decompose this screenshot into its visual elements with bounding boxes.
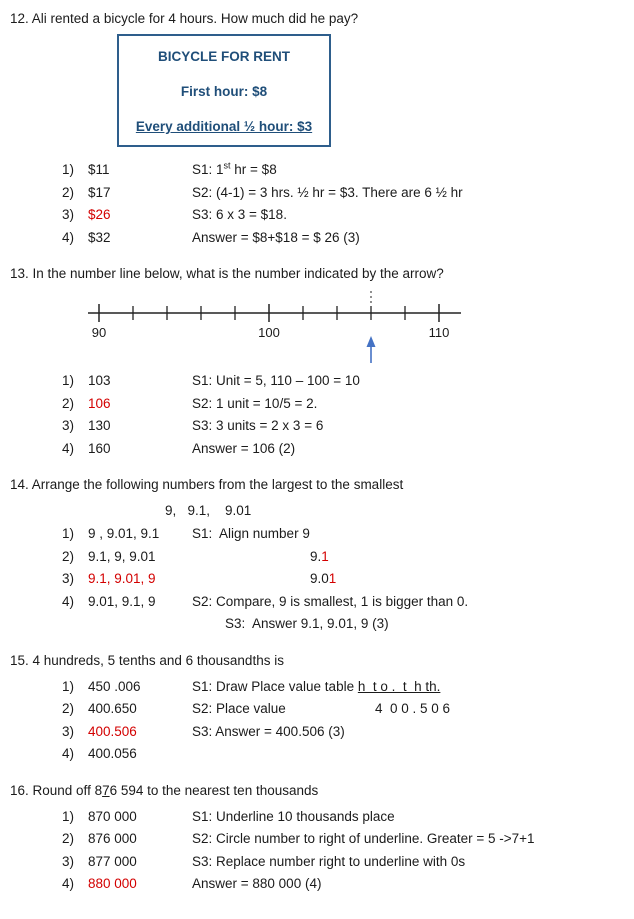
option-row	[62, 204, 622, 227]
option-number: 4)	[62, 746, 75, 761]
option-row	[62, 227, 622, 250]
option-row	[62, 370, 622, 393]
option-number: 3)	[62, 207, 75, 222]
question-title: 15. 4 hundreds, 5 tenths and 6 thousandths is	[10, 652, 284, 668]
solution-text: S1: Unit = 5, 110 – 100 = 10	[192, 373, 360, 388]
highlighted-digit: 1	[321, 548, 329, 564]
option-value-correct: 400.506	[88, 723, 137, 739]
option-number: 2)	[62, 395, 75, 411]
option-number: 1)	[62, 373, 75, 388]
option-value: 877 000	[88, 853, 137, 869]
option-row	[62, 873, 622, 896]
option-number: 3)	[62, 571, 75, 586]
tick-label: 100	[258, 325, 280, 340]
number-line	[84, 289, 484, 365]
option-value: 450 .006	[88, 678, 141, 694]
option-number: 2)	[62, 701, 75, 716]
option-number: 1)	[62, 162, 75, 177]
option-number: 4)	[62, 440, 75, 456]
option-number: 4)	[62, 876, 75, 891]
option-value: 160	[88, 440, 111, 456]
option-number: 4)	[62, 229, 75, 245]
option-value: $11	[88, 162, 110, 177]
option-number: 1)	[62, 808, 75, 824]
solution-text: S1: Draw Place value table h t o . t h th.	[192, 678, 441, 694]
solution-text: S1: Align number 9	[192, 526, 310, 541]
option-row	[62, 851, 622, 874]
tick-label: 90	[91, 325, 107, 340]
question-14	[10, 474, 622, 636]
option-row	[62, 415, 622, 438]
option-number: 3)	[62, 723, 75, 739]
option-row	[62, 698, 622, 721]
option-row	[62, 591, 622, 614]
option-number: 2)	[62, 831, 75, 846]
option-value: 400.056	[88, 746, 137, 761]
question-title: 14. Arrange the following numbers from the largest to the smallest	[10, 477, 404, 492]
solution-text: 9.1	[310, 548, 329, 564]
option-value: 9.01, 9.1, 9	[88, 593, 156, 609]
numbers-to-arrange: 9, 9.1, 9.01	[165, 503, 252, 518]
option-row	[62, 182, 622, 205]
question-13	[10, 263, 622, 460]
option-row	[62, 806, 622, 829]
option-row	[62, 438, 622, 461]
option-value: 9.1, 9, 9.01	[88, 548, 156, 564]
tick-label: 110	[428, 325, 450, 340]
option-row	[62, 721, 622, 744]
solution-text: S3: Answer = 400.506 (3)	[192, 723, 345, 739]
number-line-figure	[84, 289, 622, 368]
option-value: 876 000	[88, 831, 137, 846]
option-number: 3)	[62, 418, 75, 433]
place-value-headers: h t o . t h th.	[357, 678, 441, 694]
solution-text: S1: 1st hr = $8	[192, 160, 277, 177]
option-value: 870 000	[88, 808, 137, 824]
option-row	[62, 743, 622, 766]
solution-text: S2: 1 unit = 10/5 = 2.	[192, 395, 318, 411]
question-12	[10, 8, 622, 249]
option-value-correct: 9.1, 9.01, 9	[88, 571, 156, 586]
solution-text: S1: Underline 10 thousands place	[192, 808, 395, 824]
option-row	[62, 568, 622, 591]
option-number: 3)	[62, 853, 75, 869]
option-value: $32	[88, 229, 111, 245]
option-value-correct: $26	[88, 207, 111, 222]
rent-box-title: BICYCLE FOR RENT	[157, 49, 290, 64]
rent-box-line2: Every additional ½ hour: $3	[135, 119, 313, 134]
option-row	[62, 523, 622, 546]
solution-text: S3: 3 units = 2 x 3 = 6	[192, 418, 324, 433]
arrow-icon	[367, 336, 376, 363]
question-15	[10, 650, 622, 766]
highlighted-digit: 1	[328, 571, 337, 586]
solution-text: S2: Compare, 9 is smallest, 1 is bigger than 0.	[192, 593, 469, 609]
question-title: 12. Ali rented a bicycle for 4 hours. How much did he pay?	[10, 11, 359, 26]
option-row	[62, 828, 622, 851]
solution-text: S3: Answer 9.1, 9.01, 9 (3)	[225, 616, 389, 631]
option-value: 130	[88, 418, 111, 433]
rent-box-line1: First hour: $8	[180, 84, 268, 99]
option-row	[62, 546, 622, 569]
option-value-correct: 880 000	[88, 876, 137, 891]
solution-text: S2: Circle number to right of underline. Greater = 5 ->7+1	[192, 831, 535, 846]
solution-text: S3: Replace number right to underline with 0s	[192, 853, 466, 869]
solution-text: S2: Place value 4 0 0 . 5 0 6	[192, 701, 451, 716]
solution-text: S3: 6 x 3 = $18.	[192, 207, 287, 222]
option-value: 103	[88, 373, 111, 388]
solution-text: Answer = 106 (2)	[192, 440, 296, 456]
solution-text: Answer = 880 000 (4)	[192, 876, 322, 891]
option-number: 2)	[62, 184, 75, 200]
option-row	[62, 159, 622, 182]
question-title: 16. Round off 876 594 to the nearest ten thousands	[10, 782, 319, 798]
option-value: 9 , 9.01, 9.1	[88, 526, 160, 541]
option-value: $17	[88, 184, 111, 200]
option-value-correct: 106	[88, 395, 111, 411]
bicycle-rent-box	[117, 34, 331, 147]
option-row	[62, 393, 622, 416]
option-number: 1)	[62, 678, 75, 694]
option-number: 2)	[62, 548, 75, 564]
solution-text: S2: (4-1) = 3 hrs. ½ hr = $3. There are 6 ½ hr	[192, 184, 463, 200]
option-number: 4)	[62, 593, 75, 609]
underlined-digit: 7	[102, 782, 110, 798]
option-value: 400.650	[88, 701, 137, 716]
solution-text: 9.01	[310, 571, 337, 586]
option-row	[62, 676, 622, 699]
question-title: 13. In the number line below, what is the number indicated by the arrow?	[10, 266, 444, 281]
place-value-digits: 4 0 0 . 5 0 6	[375, 701, 451, 716]
solution-text: Answer = $8+$18 = $ 26 (3)	[192, 229, 360, 245]
option-number: 1)	[62, 526, 75, 541]
question-16	[10, 780, 622, 896]
